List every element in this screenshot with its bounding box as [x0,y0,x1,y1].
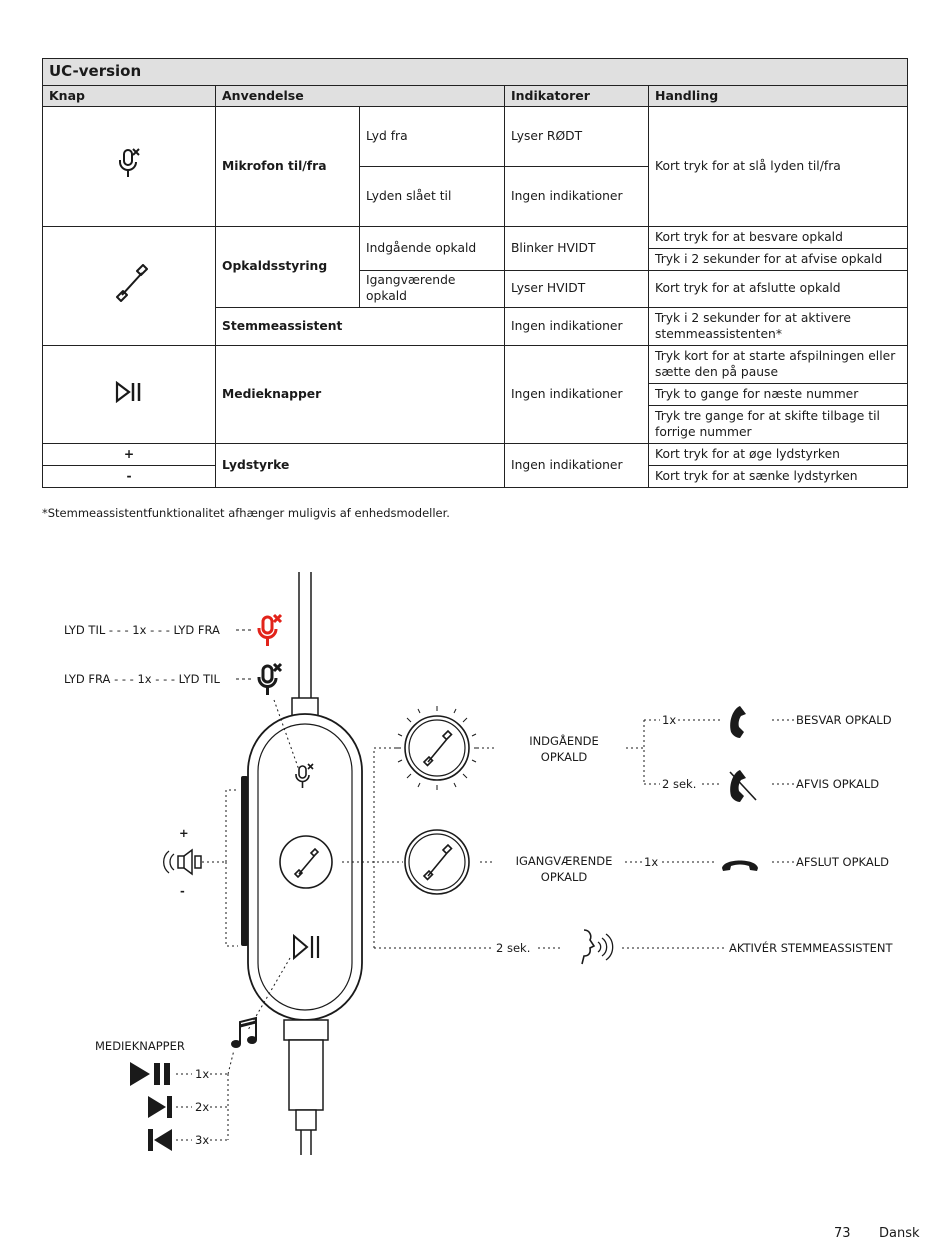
page-language: Dansk [879,1226,920,1241]
phone-icon [109,264,149,304]
mic-state-muted: Lyd fra [360,107,505,167]
footnote: *Stemmeassistentfunktionalitet afhænger muligvis af enhedsmodeller. [42,506,450,520]
media-action-play: Tryk kort for at starte afspilningen eller sætte den på pause [649,346,908,384]
call-indicator-incoming: Blinker HVIDT [505,227,649,271]
voice-assistant-icon [582,930,613,964]
ongoing-label-1: IGANGVÆRENDE [515,854,613,868]
volume-action-down: Kort tryk for at sænke lydstyrken [649,466,908,488]
call-action-end: Kort tryk for at afslutte opkald [649,271,908,308]
volume-plus-label: + [43,444,216,466]
controller-diagram [0,540,950,1180]
end-press: 1x [644,855,659,869]
music-note-icon [231,1018,257,1048]
media-3x: 3x [195,1133,210,1147]
call-state-ongoing: Igangværende opkald [360,271,505,308]
header-anvendelse: Anvendelse [216,86,505,107]
media-action-next: Tryk to gange for næste nummer [649,384,908,406]
voice-press: 2 sek. [496,941,531,955]
voice-action: Tryk i 2 sekunder for at aktivere stemmeassistenten* [649,308,908,346]
incoming-label-2: OPKALD [540,750,588,764]
phone-icon-cell [43,227,216,346]
media-indicator: Ingen indikationer [505,346,649,444]
call-indicator-ongoing: Lyser HVIDT [505,271,649,308]
mute-on-label: LYD TIL - - - 1x - - - LYD FRA [64,623,220,637]
play-pause-icon [115,381,143,403]
call-action-reject: Tryk i 2 sekunder for at afvise opkald [649,249,908,271]
media-title: MEDIEKNAPPER [95,1039,185,1053]
vol-minus-label: - [180,884,185,898]
call-action-answer: Kort tryk for at besvare opkald [649,227,908,249]
header-handling: Handling [649,86,908,107]
speaker-icon [164,850,201,874]
reject-press: 2 sek. [662,777,697,791]
header-knap: Knap [43,86,216,107]
mute-off-label: LYD FRA - - - 1x - - - LYD TIL [64,672,220,686]
media-action-prev: Tryk tre gange for at skifte tilbage til forrige nummer [649,406,908,444]
volume-minus-label: - [43,466,216,488]
end-call-icon [722,861,758,872]
answer-phone-icon [730,706,746,738]
volume-indicator: Ingen indikationer [505,444,649,488]
mic-mute-red-icon [259,615,281,646]
mic-usage: Mikrofon til/fra [216,107,360,227]
mic-mute-black-icon [259,664,281,695]
mic-action: Kort tryk for at slå lyden til/fra [649,107,908,227]
mic-state-unmuted: Lyden slået til [360,167,505,227]
mic-indicator-muted: Lyser RØDT [505,107,649,167]
volume-usage: Lydstyrke [216,444,505,488]
end-label: AFSLUT OPKALD [796,855,889,869]
page-number: 73 [834,1226,851,1241]
incoming-label-1: INDGÅENDE [529,734,599,748]
voice-label: AKTIVÉR STEMMEASSISTENT [729,941,893,955]
body-call-button [280,836,332,888]
call-usage: Opkaldsstyring [216,227,360,308]
header-indikatorer: Indikatorer [505,86,649,107]
mic-indicator-unmuted: Ingen indikationer [505,167,649,227]
next-track-icon [148,1096,172,1118]
media-1x: 1x [195,1067,210,1081]
table-title: UC-version [43,59,908,86]
mic-mute-icon [114,146,144,182]
answer-press: 1x [662,713,677,727]
mic-mute-icon-cell [43,107,216,227]
answer-label: BESVAR OPKALD [796,713,892,727]
media-2x: 2x [195,1100,210,1114]
button-table [42,58,908,488]
volume-action-up: Kort tryk for at øge lydstyrken [649,444,908,466]
media-usage: Medieknapper [216,346,505,444]
previous-track-icon [148,1129,172,1151]
reject-phone-icon [730,770,756,802]
reject-label: AFVIS OPKALD [796,777,880,791]
ongoing-label-2: OPKALD [540,870,588,884]
voice-usage: Stemmeassistent [216,308,505,346]
vol-plus-label: + [179,826,189,840]
play-pause-icon-cell [43,346,216,444]
play-pause-filled-icon [130,1062,170,1086]
call-state-incoming: Indgående opkald [360,227,505,271]
voice-indicator: Ingen indikationer [505,308,649,346]
